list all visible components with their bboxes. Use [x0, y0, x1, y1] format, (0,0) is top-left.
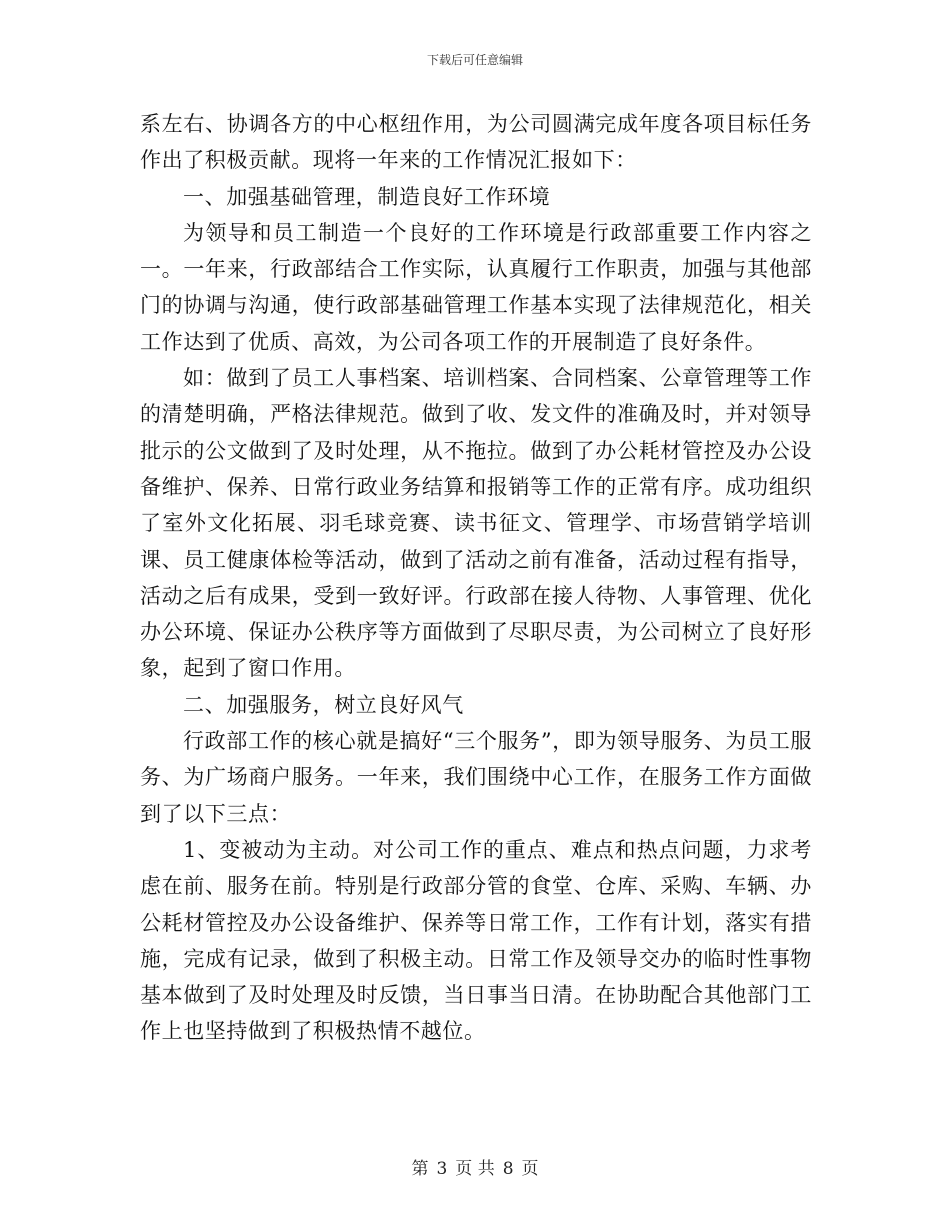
paragraph-point-1: 1、变被动为主动。对公司工作的重点、难点和热点问题，力求考虑在前、服务在前。特别是行政部分管的食堂、仓库、采购、车辆、办公耗材管控及办公设备维护、保养等日常工作，工作有计划，落实有措施，完成有记录，做到了积极主动。日常工作及领导交办的临时性事物基本做到了及时处理及时反馈，当日事当日清。在协助配合其他部门工作上也坚持做到了积极热情不越位。 — [140, 837, 812, 1044]
section-heading-1: 一、加强基础管理，制造良好工作环境 — [183, 184, 551, 209]
page-header: 下载后可任意编辑 — [426, 53, 523, 67]
paragraph-basic-management: 为领导和员工制造一个良好的工作环境是行政部重要工作内容之一。一年来，行政部结合工作实际，认真履行工作职责，加强与其他部门的协调与沟通，使行政部基础管理工作基本实现了法律规范化，相关工作达到了优质、高效，为公司各项工作的开展制造了良好条件。 — [140, 220, 812, 354]
document-body — [140, 106, 812, 1050]
page-footer — [0, 1158, 950, 1180]
footer-current-page: 3 — [436, 1159, 448, 1179]
paragraph-examples: 如：做到了员工人事档案、培训档案、合同档案、公章管理等工作的清楚明确，严格法律规范。做到了收、发文件的准确及时，并对领导批示的公文做到了及时处理，从不拖拉。做到了办公耗材管控及办公设备维护、保养、日常行政业务结算和报销等工作的正常有序。成功组织了室外文化拓展、羽毛球竞赛、读书征文、管理学、市场营销学培训课、员工健康体检等活动，做到了活动之前有准备，活动过程有指导，活动之后有成果，受到一致好评。行政部在接人待物、人事管理、优化办公环境、保证办公秩序等方面做到了尽职尽责，为公司树立了良好形象，起到了窗口作用。 — [140, 366, 812, 681]
footer-suffix: 页 — [521, 1159, 539, 1179]
footer-prefix: 第 — [411, 1159, 429, 1179]
footer-middle: 页 共 — [455, 1159, 495, 1179]
paragraph-three-services: 行政部工作的核心就是搞好“三个服务”，即为领导服务、为员工服务、为广场商户服务。一年来，我们围绕中心工作，在服务工作方面做到了以下三点： — [140, 729, 812, 826]
footer-total-pages: 8 — [502, 1159, 514, 1179]
paragraph-continuation: 系左右、协调各方的中心枢纽作用，为公司圆满完成年度各项目标任务作出了积极贡献。现将一年来的工作情况汇报如下： — [140, 112, 812, 173]
section-heading-2: 二、加强服务，树立良好风气 — [183, 692, 464, 717]
